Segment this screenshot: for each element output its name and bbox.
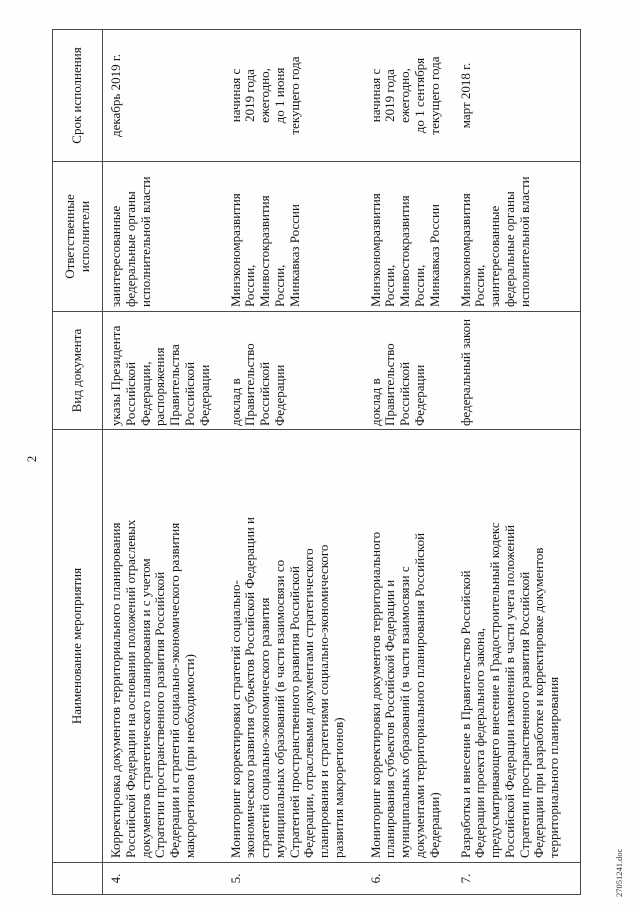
page-number: 2: [24, 455, 39, 463]
header-deadline: Срок исполнения: [53, 30, 103, 162]
plan-table-body: [53, 30, 581, 895]
footer-file-name: 27051241.doc: [614, 848, 624, 897]
responsible-executors: заинтересованные федеральные органы исполнительной власти: [103, 162, 223, 312]
row-number: 7.: [453, 863, 581, 895]
plan-table: [52, 29, 581, 895]
measure-name: Корректировка документов территориального планирования Российской Федерации на основании положений отраслевых документов стратегического планирования и с учетом Стратегии пространственного развития Российской Федерации и стратегий социально-экономического развития макрорегионов (при необходимости): [103, 430, 223, 863]
measure-name: Разработка и внесение в Правительство Российской Федерации проекта федерального закона, предусматривающего внесение в Градостроительный кодекс Российской Федерации изменений в части учета положений Стратегии пространственного развития Российской Федерации при разработке и корректировке документов территориального планирования: [453, 430, 581, 863]
table-header-row: [53, 30, 103, 895]
deadline: начиная с 2019 года ежегодно, до 1 сентября текущего года: [363, 30, 453, 162]
row-number: 6.: [363, 863, 453, 895]
responsible-executors: Минэкономразвития России, Минвостокразвития России, Минкавказ России: [223, 162, 363, 312]
header-document-type: Вид документа: [53, 312, 103, 430]
row-number: 4.: [103, 863, 223, 895]
responsible-executors: Минэкономразвития России, заинтересованные федеральные органы исполнительной власти: [453, 162, 581, 312]
deadline: начиная с 2019 года ежегодно, до 1 июня текущего года: [223, 30, 363, 162]
deadline: март 2018 г.: [453, 30, 581, 162]
document-type: доклад в Правительство Российской Федерации: [223, 312, 363, 430]
measure-name: Мониторинг корректировки документов территориального планирования субъектов Российской Федерации и муниципальных образований (в части взаимосвязи с документами территориального планирования Российской Федерации): [363, 430, 453, 863]
header-responsible: Ответственные исполнители: [53, 162, 103, 312]
measure-name: Мониторинг корректировки стратегий социально- экономического развития субъектов Российской Федерации и стратегий социально-экономического развития муниципальных образований (в части взаимосвязи со Стратегией пространственного развития Российской Федерации, отраслевыми документами стратегического планирования и стратегиями социально-экономического развития макрорегионов): [223, 430, 363, 863]
table-row: [103, 30, 223, 895]
header-number: [53, 863, 103, 895]
table-row: [453, 30, 581, 895]
deadline: декабрь 2019 г.: [103, 30, 223, 162]
responsible-executors: Минэкономразвития России, Минвостокразвития России, Минкавказ России: [363, 162, 453, 312]
row-number: 5.: [223, 863, 363, 895]
table-row: [223, 30, 363, 895]
document-type: доклад в Правительство Российской Федерации: [363, 312, 453, 430]
header-measure-name: Наименование мероприятия: [53, 430, 103, 863]
document-type: федеральный закон: [453, 312, 581, 430]
document-type: указы Президента Российской Федерации, распоряжения Правительства Российской Федерации: [103, 312, 223, 430]
table-row: [363, 30, 453, 895]
